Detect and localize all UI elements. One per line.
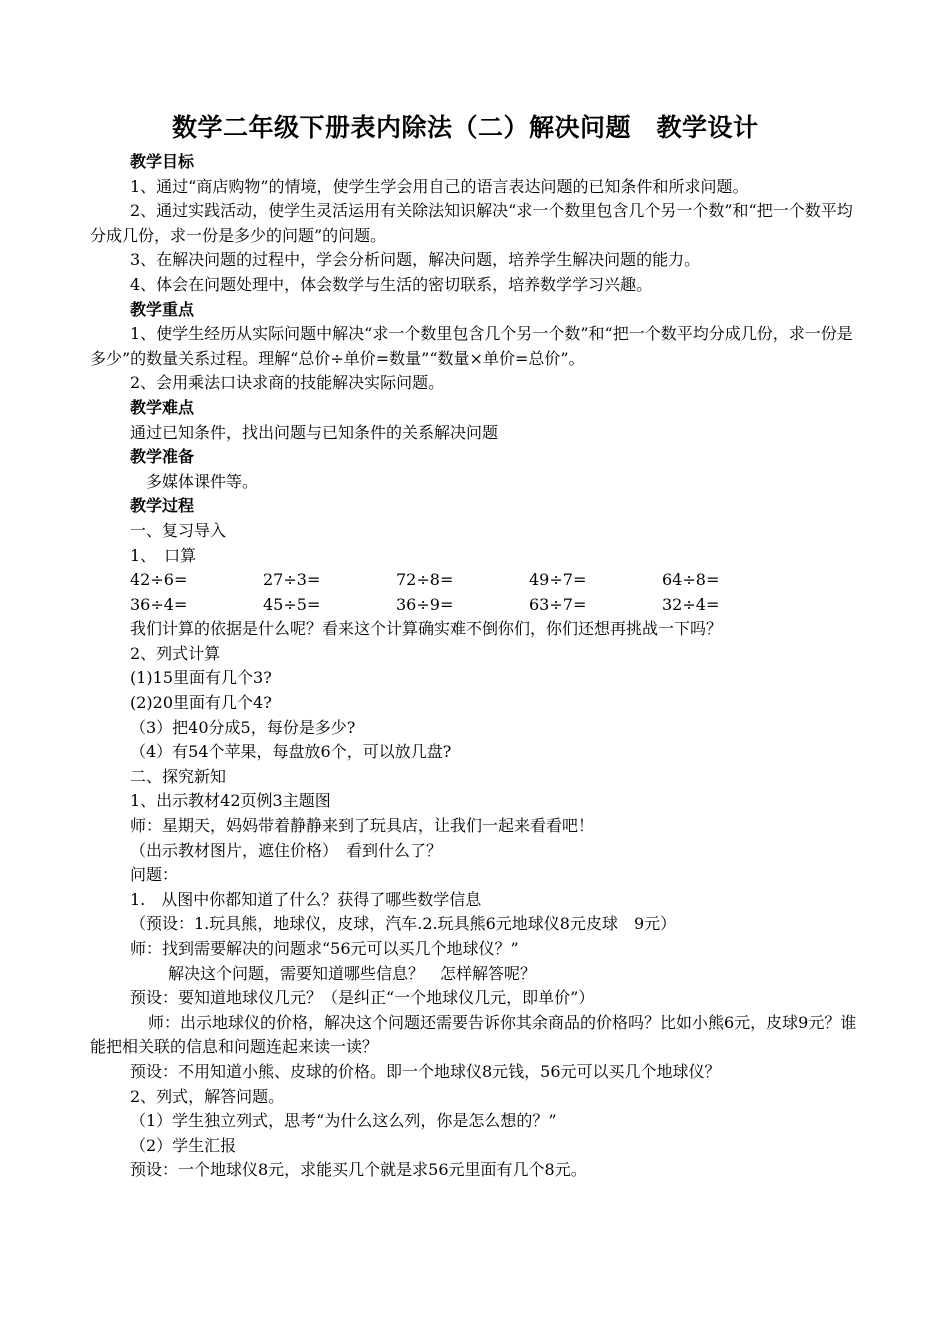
explore-line: 师：找到需要解决的问题求“56元可以买几个地球仪？” [130, 939, 519, 958]
key-point-2: 2、会用乘法口诀求商的技能解决实际问题。 [130, 373, 445, 393]
explore-line: 问题： [130, 865, 179, 885]
document-body [90, 150, 862, 1183]
section-heading-key: 教学重点 [130, 299, 195, 319]
explore-line: 师：星期天，妈妈带着静静来到了玩具店，让我们一起来看看吧！ [130, 816, 595, 836]
explore-line: 师：出示地球仪的价格，解决这个问题还需要告诉你其余商品的价格吗？比如小熊6元，皮球9元？谁能把相关联的信息和问题连起来读一读？ [90, 1012, 857, 1057]
calc-row-1 [90, 568, 862, 593]
section-heading-difficulty: 教学难点 [130, 397, 195, 417]
explore-line: （2）学生汇报 [130, 1135, 237, 1155]
written-calc-label: 2、列式计算 [130, 643, 221, 663]
goal-2: 2、通过实践活动，使学生灵活运用有关除法知识解决“求一个数里包含几个另一个数”和“把一个数平均分成几份，求一份是多少的问题”的问题。 [90, 201, 853, 245]
key-point-1: 1、使学生经历从实际问题中解决“求一个数里包含几个另一个数”和“把一个数平均分成几份，求一份是多少”的数量关系过程。理解“总价÷单价=数量”“数量×单价=总价”。 [90, 324, 853, 368]
explore-heading: 二、探究新知 [130, 766, 227, 786]
explore-line: 预设：不用知道小熊、皮球的价格。即一个地球仪8元钱，56元可以买几个地球仪？ [130, 1061, 721, 1081]
written-item-3: （3）把40分成5，每份是多少? [130, 717, 356, 737]
calc-item: 27÷3= [263, 570, 321, 590]
calc-item: 63÷7= [529, 594, 587, 614]
explore-line: （出示教材图片，遮住价格） 看到什么了？ [130, 840, 443, 860]
calc-item: 49÷7= [529, 570, 587, 590]
calc-item: 72÷8= [396, 570, 454, 590]
explore-line: 2、列式，解答问题。 [130, 1086, 285, 1106]
review-heading: 一、复习导入 [130, 520, 227, 540]
calc-item: 42÷6= [130, 570, 188, 590]
explore-line: 1. 从图中你都知道了什么？获得了哪些数学信息 [130, 889, 482, 909]
calc-row-2 [90, 593, 862, 618]
calc-item: 36÷4= [130, 594, 188, 614]
written-item-1: (1)15里面有几个3? [130, 668, 272, 688]
explore-line: （预设：1.玩具熊，地球仪，皮球，汽车.2.玩具熊6元地球仪8元皮球 9元） [130, 914, 677, 934]
oral-calc-label: 1、 口算 [130, 545, 197, 565]
calc-item: 32÷4= [662, 594, 720, 614]
explore-line: （1）学生独立列式，思考“为什么这么列，你是怎么想的？” [130, 1111, 557, 1131]
section-heading-process: 教学过程 [130, 496, 195, 516]
explore-line: 预设：一个地球仪8元，求能买几个就是求56元里面有几个8元。 [130, 1160, 587, 1180]
calc-item: 64÷8= [662, 570, 720, 590]
goal-4: 4、体会在问题处理中，体会数学与生活的密切联系，培养数学学习兴趣。 [130, 274, 653, 294]
calc-item: 45÷5= [263, 594, 321, 614]
prep-text: 多媒体课件等。 [146, 471, 259, 491]
calc-item: 36÷9= [396, 594, 454, 614]
written-item-2: (2)20里面有几个4? [130, 693, 272, 713]
goal-3: 3、在解决问题的过程中，学会分析问题，解决问题，培养学生解决问题的能力。 [130, 250, 701, 270]
written-item-4: （4）有54个苹果，每盘放6个，可以放几盘? [130, 742, 452, 762]
section-heading-goals: 教学目标 [130, 152, 195, 171]
document-title: 数学二年级下册表内除法（二）解决问题 教学设计 [172, 113, 759, 142]
difficulty-text: 通过已知条件，找出问题与已知条件的关系解决问题 [130, 422, 499, 442]
goal-1: 1、通过“商店购物”的情境，使学生学会用自己的语言表达问题的已知条件和所求问题。 [130, 176, 749, 196]
explore-line: 1、出示教材42页例3主题图 [130, 791, 331, 811]
section-heading-prep: 教学准备 [130, 447, 195, 467]
explore-line: 预设：要知道地球仪几元？（是纠正“一个地球仪几元，即单价”） [130, 988, 595, 1008]
review-question: 我们计算的依据是什么呢？看来这个计算确实难不倒你们，你们还想再挑战一下吗？ [130, 619, 723, 639]
explore-line: 解决这个问题，需要知道哪些信息？ 怎样解答呢？ [168, 963, 537, 983]
